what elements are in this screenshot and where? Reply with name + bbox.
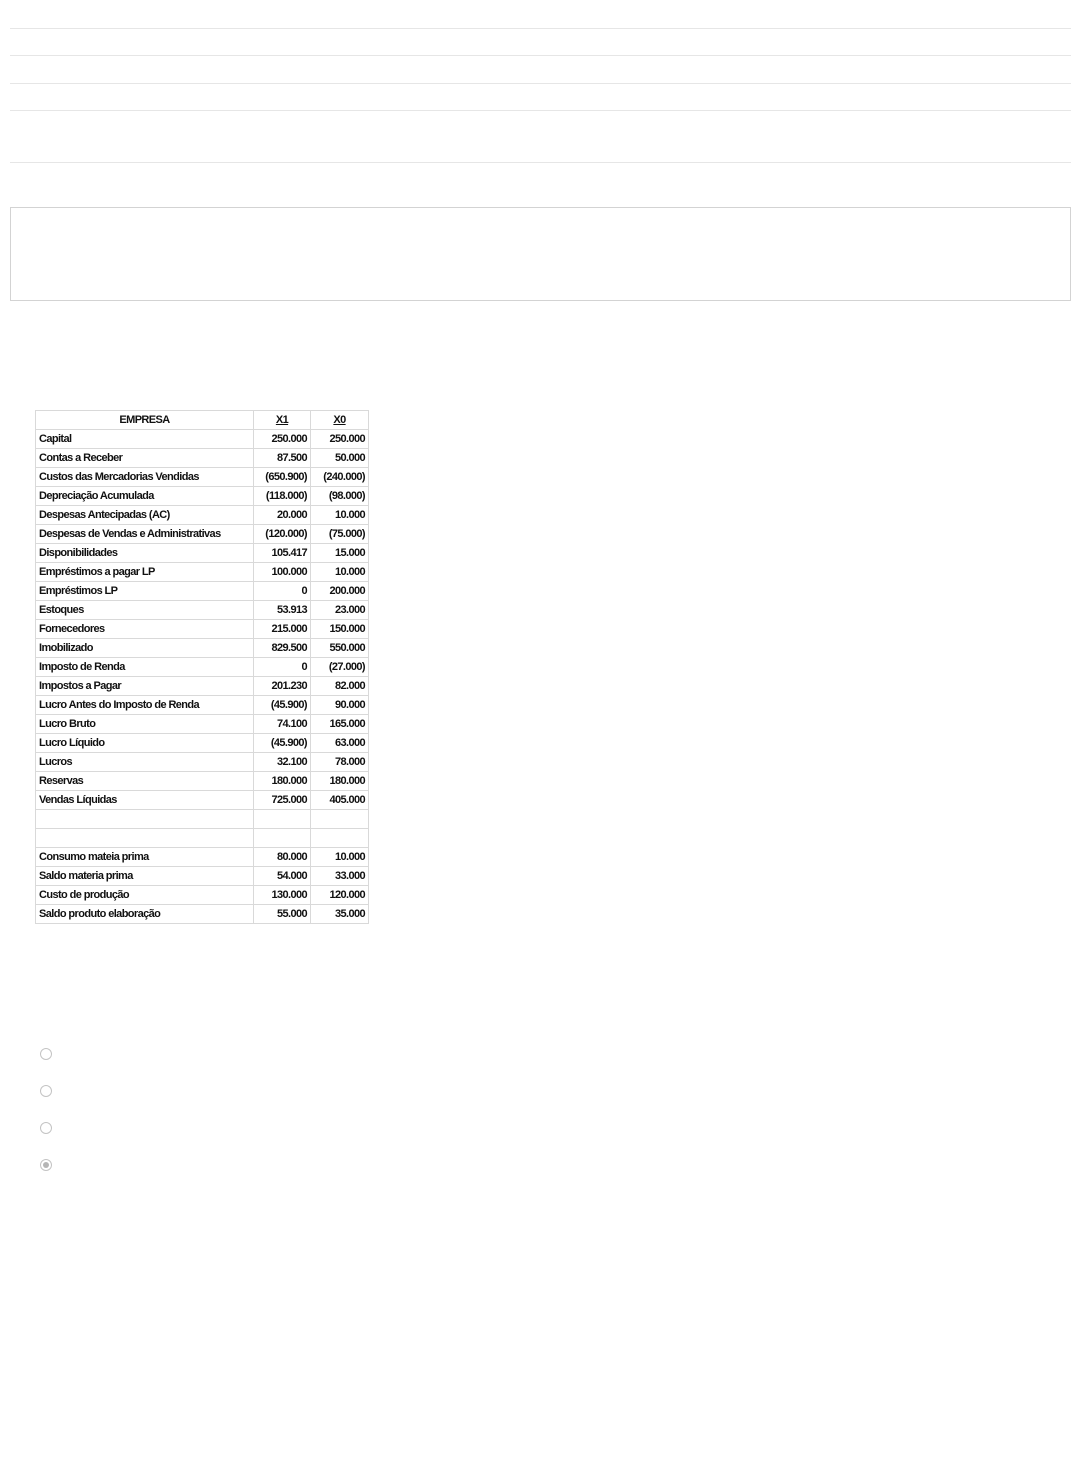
row-value-x1: 725.000 xyxy=(254,791,311,810)
row-value-x0: 82.000 xyxy=(311,677,369,696)
row-value-x0: 78.000 xyxy=(311,753,369,772)
table-row xyxy=(36,848,369,867)
table-row xyxy=(36,734,369,753)
row-value-x1: (650.900) xyxy=(254,468,311,487)
answer-option-radio[interactable] xyxy=(40,1159,52,1171)
row-value-x1: 80.000 xyxy=(254,848,311,867)
table-row xyxy=(36,544,369,563)
row-value-x1: 55.000 xyxy=(254,905,311,924)
row-value-x0: 10.000 xyxy=(311,563,369,582)
table-row xyxy=(36,525,369,544)
row-label: Contas a Receber xyxy=(36,449,254,468)
table-row xyxy=(36,677,369,696)
row-value-x1: 74.100 xyxy=(254,715,311,734)
row-value-x0: 120.000 xyxy=(311,886,369,905)
row-label xyxy=(36,829,254,848)
row-value-x0: (240.000) xyxy=(311,468,369,487)
row-label: Lucro Bruto xyxy=(36,715,254,734)
table-row xyxy=(36,601,369,620)
row-label: Impostos a Pagar xyxy=(36,677,254,696)
table-row xyxy=(36,506,369,525)
divider xyxy=(10,28,1071,29)
table-header-row xyxy=(36,411,369,430)
row-value-x1: 201.230 xyxy=(254,677,311,696)
row-value-x1: 100.000 xyxy=(254,563,311,582)
row-label: Despesas Antecipadas (AC) xyxy=(36,506,254,525)
row-value-x1 xyxy=(254,810,311,829)
row-value-x0: 250.000 xyxy=(311,430,369,449)
answer-feedback-box xyxy=(10,207,1071,301)
row-label: Imobilizado xyxy=(36,639,254,658)
row-value-x1: 0 xyxy=(254,582,311,601)
row-value-x1: 54.000 xyxy=(254,867,311,886)
row-label: Consumo mateia prima xyxy=(36,848,254,867)
row-label: Lucro Antes do Imposto de Renda xyxy=(36,696,254,715)
row-value-x0: 405.000 xyxy=(311,791,369,810)
row-value-x1: 130.000 xyxy=(254,886,311,905)
table-row xyxy=(36,430,369,449)
row-value-x1: 250.000 xyxy=(254,430,311,449)
row-label: Capital xyxy=(36,430,254,449)
row-value-x0: 550.000 xyxy=(311,639,369,658)
table-row xyxy=(36,620,369,639)
answer-option-radio[interactable] xyxy=(40,1048,52,1060)
divider xyxy=(10,83,1071,84)
row-value-x0: 50.000 xyxy=(311,449,369,468)
table-row xyxy=(36,905,369,924)
row-value-x1: 215.000 xyxy=(254,620,311,639)
row-value-x0: (27.000) xyxy=(311,658,369,677)
divider xyxy=(10,162,1071,163)
row-value-x1: 32.100 xyxy=(254,753,311,772)
table-row xyxy=(36,791,369,810)
divider xyxy=(10,55,1071,56)
table-row xyxy=(36,753,369,772)
table-row xyxy=(36,658,369,677)
header-x1: X1 xyxy=(254,411,311,430)
financial-table xyxy=(35,410,369,924)
row-value-x1: (45.900) xyxy=(254,696,311,715)
row-value-x0: 150.000 xyxy=(311,620,369,639)
row-label: Custo de produção xyxy=(36,886,254,905)
table-row xyxy=(36,715,369,734)
table-row xyxy=(36,772,369,791)
row-label: Vendas Líquidas xyxy=(36,791,254,810)
table-row xyxy=(36,487,369,506)
row-label: Despesas de Vendas e Administrativas xyxy=(36,525,254,544)
row-value-x1 xyxy=(254,829,311,848)
row-value-x1: (120.000) xyxy=(254,525,311,544)
row-value-x0: 63.000 xyxy=(311,734,369,753)
row-label: Saldo produto elaboração xyxy=(36,905,254,924)
table-row xyxy=(36,829,369,848)
row-value-x1: 20.000 xyxy=(254,506,311,525)
row-value-x0: 15.000 xyxy=(311,544,369,563)
row-value-x1: 87.500 xyxy=(254,449,311,468)
row-value-x0: 23.000 xyxy=(311,601,369,620)
table-row xyxy=(36,468,369,487)
table-row xyxy=(36,810,369,829)
row-label: Estoques xyxy=(36,601,254,620)
table-row xyxy=(36,639,369,658)
row-value-x0: (75.000) xyxy=(311,525,369,544)
row-value-x0 xyxy=(311,810,369,829)
header-x0: X0 xyxy=(311,411,369,430)
row-value-x0: 33.000 xyxy=(311,867,369,886)
row-value-x0: 165.000 xyxy=(311,715,369,734)
row-value-x1: 0 xyxy=(254,658,311,677)
row-label: Empréstimos LP xyxy=(36,582,254,601)
row-label: Lucros xyxy=(36,753,254,772)
row-value-x0: 35.000 xyxy=(311,905,369,924)
row-value-x0: 10.000 xyxy=(311,848,369,867)
row-value-x0: 180.000 xyxy=(311,772,369,791)
row-label: Empréstimos a pagar LP xyxy=(36,563,254,582)
table-row xyxy=(36,696,369,715)
row-label xyxy=(36,810,254,829)
row-value-x0 xyxy=(311,829,369,848)
row-value-x0: 90.000 xyxy=(311,696,369,715)
row-label: Disponibilidades xyxy=(36,544,254,563)
table-row xyxy=(36,449,369,468)
row-label: Lucro Líquido xyxy=(36,734,254,753)
row-value-x1: 53.913 xyxy=(254,601,311,620)
row-value-x1: 105.417 xyxy=(254,544,311,563)
row-label: Imposto de Renda xyxy=(36,658,254,677)
table-row xyxy=(36,886,369,905)
row-value-x1: 180.000 xyxy=(254,772,311,791)
financial-table-image xyxy=(35,410,369,924)
row-value-x0: 10.000 xyxy=(311,506,369,525)
row-value-x1: (45.900) xyxy=(254,734,311,753)
row-value-x0: (98.000) xyxy=(311,487,369,506)
row-label: Fornecedores xyxy=(36,620,254,639)
row-label: Saldo materia prima xyxy=(36,867,254,886)
row-value-x1: 829.500 xyxy=(254,639,311,658)
answer-option-radio[interactable] xyxy=(40,1122,52,1134)
table-row xyxy=(36,867,369,886)
row-label: Reservas xyxy=(36,772,254,791)
row-label: Depreciação Acumulada xyxy=(36,487,254,506)
table-row xyxy=(36,582,369,601)
row-label: Custos das Mercadorias Vendidas xyxy=(36,468,254,487)
table-row xyxy=(36,563,369,582)
header-company: EMPRESA xyxy=(36,411,254,430)
answer-option-radio[interactable] xyxy=(40,1085,52,1097)
row-value-x0: 200.000 xyxy=(311,582,369,601)
divider xyxy=(10,110,1071,111)
row-value-x1: (118.000) xyxy=(254,487,311,506)
